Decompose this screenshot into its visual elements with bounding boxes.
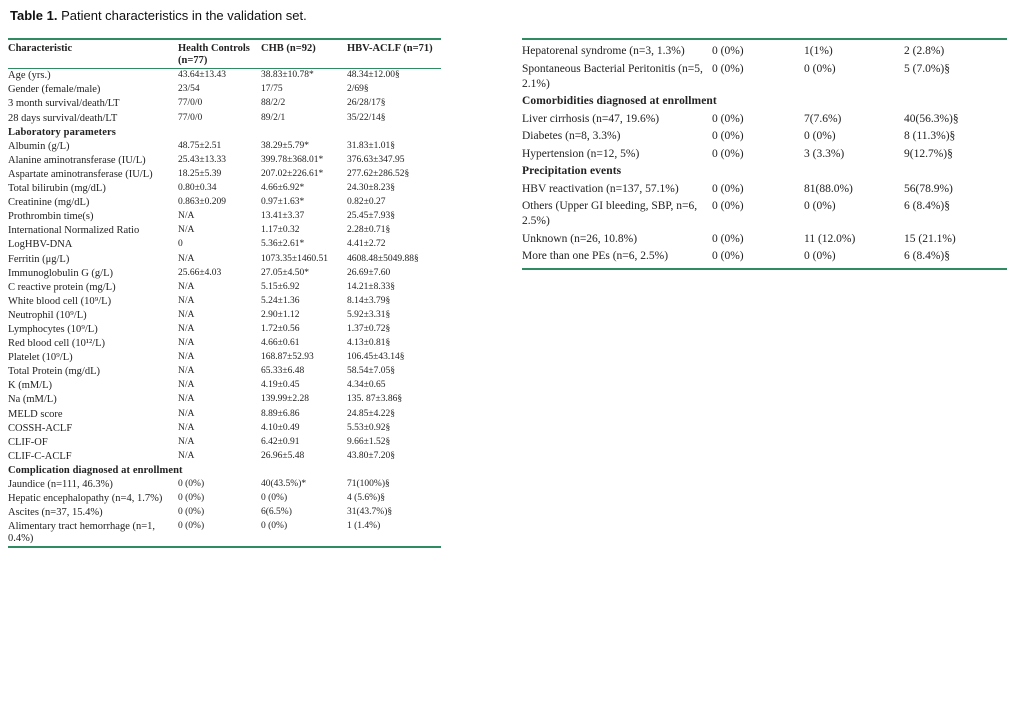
cell-value: 9.66±1.52§	[347, 436, 391, 447]
row-label: Creatinine (mg/dL)	[8, 197, 90, 209]
cell-value: N/A	[178, 211, 195, 222]
cell-value: 77/0/0	[178, 98, 203, 109]
section-title: Complication diagnosed at enrollment	[8, 464, 183, 476]
cell-value: 4 (5.6%)§	[347, 493, 385, 504]
right-table-body	[522, 39, 1007, 269]
table-row	[522, 111, 1007, 129]
cell-value: 8 (11.3%)§	[904, 130, 956, 142]
table-row	[522, 61, 1007, 94]
cell-value: 81(88.0%)	[804, 182, 853, 195]
table-row	[8, 196, 441, 210]
cell-value: 48.34±12.00§	[347, 70, 400, 81]
table-row	[8, 478, 441, 492]
cell-value: 139.99±2.28	[261, 394, 309, 405]
section-title: Precipitation events	[522, 165, 622, 177]
cell-value: 0 (0%)	[804, 62, 836, 75]
row-label: COSSH-ACLF	[8, 422, 73, 434]
table-row	[8, 252, 441, 266]
row-label: LogHBV-DNA	[8, 239, 73, 251]
cell-value: 40(56.3%)§	[904, 112, 959, 125]
cell-value: 0 (0%)	[712, 62, 744, 75]
cell-value: 0 (0%)	[712, 250, 744, 262]
cell-value: 38.29±5.79*	[261, 140, 309, 151]
cell-value: 48.75±2.51	[178, 140, 222, 151]
cell-value: 4.66±0.61	[261, 338, 300, 349]
cell-value: N/A	[178, 338, 195, 349]
row-label: Neutrophil (10⁹/L)	[8, 309, 87, 321]
table-row	[8, 280, 441, 294]
cell-value: 106.45±43.14§	[347, 352, 405, 363]
row-label: Na (mM/L)	[8, 394, 57, 406]
section-header-row	[8, 464, 441, 478]
cell-value: 5.92±3.31§	[347, 309, 391, 320]
cell-value: 0.863±0.209	[178, 197, 226, 208]
cell-value: 17/75	[261, 84, 283, 95]
cell-value: 0 (0%)	[804, 250, 836, 262]
table-row	[8, 520, 441, 547]
row-label: MELD score	[8, 408, 63, 420]
cell-value: 135. 87±3.86§	[347, 394, 403, 405]
table-row	[8, 365, 441, 379]
table-row	[8, 154, 441, 168]
table-row	[8, 97, 441, 111]
cell-value: 1.17±0.32	[261, 225, 300, 236]
cell-value: N/A	[178, 394, 195, 405]
row-label: More than one PEs (n=6, 2.5%)	[522, 250, 669, 262]
cell-value: N/A	[178, 253, 195, 264]
table-row	[8, 210, 441, 224]
cell-value: 399.78±368.01*	[261, 154, 324, 165]
cell-value: 25.43±13.33	[178, 154, 226, 165]
row-label: 28 days survival/death/LT	[8, 112, 118, 124]
cell-value: N/A	[178, 450, 195, 461]
cell-value: 88/2/2	[261, 98, 286, 109]
table-row	[8, 506, 441, 520]
cell-value: 31.83±1.01§	[347, 140, 395, 151]
cell-value: 25.45±7.93§	[347, 211, 395, 222]
cell-value: 4.10±0.49	[261, 422, 300, 433]
table-row	[8, 266, 441, 280]
patient-characteristics-table-left	[8, 38, 441, 548]
cell-value: 23/54	[178, 84, 200, 95]
table-row	[8, 351, 441, 365]
row-label: C reactive protein (mg/L)	[8, 281, 116, 293]
cell-value: N/A	[178, 408, 195, 419]
row-label: Diabetes (n=8, 3.3%)	[522, 130, 621, 142]
cell-value: 0.97±1.63*	[261, 197, 305, 208]
table-row	[522, 248, 1007, 269]
row-label: Lymphocytes (10⁹/L)	[8, 323, 98, 335]
cell-value: N/A	[178, 436, 195, 447]
table-row	[8, 421, 441, 435]
row-label: CLIF-OF	[8, 436, 48, 448]
cell-value: 8.14±3.79§	[347, 295, 391, 306]
row-label: Unknown (n=26, 10.8%)	[522, 232, 638, 245]
table-row	[522, 128, 1007, 146]
table-row	[8, 139, 441, 153]
cell-value: 6 (8.4%)§	[904, 200, 950, 212]
table-caption	[10, 8, 307, 23]
section-header-row	[522, 93, 1007, 111]
table-header-row	[8, 39, 441, 69]
row-label: Ascites (n=37, 15.4%)	[8, 507, 103, 519]
cell-value: 35/22/14§	[347, 112, 386, 123]
cell-value: 18.25±5.39	[178, 168, 222, 179]
row-label: Hypertension (n=12, 5%)	[522, 147, 640, 160]
table-row	[8, 393, 441, 407]
table-row	[8, 435, 441, 449]
section-header-row	[522, 163, 1007, 181]
cell-value: 7(7.6%)	[804, 112, 842, 125]
cell-value: 0.82±0.27	[347, 197, 386, 208]
table-row	[8, 238, 441, 252]
cell-value: 24.30±8.23§	[347, 183, 395, 194]
cell-value: 26.69±7.60	[347, 267, 391, 278]
cell-value: 0 (0%)	[712, 200, 744, 212]
row-label: Hepatic encephalopathy (n=4, 1.7%)	[8, 493, 163, 505]
cell-value: 2/69§	[347, 84, 369, 95]
cell-value: N/A	[178, 225, 195, 236]
cell-value: 1.37±0.72§	[347, 323, 391, 334]
section-title: Laboratory parameters	[8, 126, 116, 138]
cell-value: N/A	[178, 422, 195, 433]
cell-value: 0 (0%)	[178, 507, 205, 518]
cell-value: 14.21±8.33§	[347, 281, 395, 292]
table-caption-text: Patient characteristics in the validation set.	[61, 8, 307, 23]
cell-value: 2 (2.8%)	[904, 45, 945, 57]
cell-value: 25.66±4.03	[178, 267, 222, 278]
cell-value: N/A	[178, 309, 195, 320]
cell-value: 277.62±286.52§	[347, 168, 410, 179]
row-label: Spontaneous Bacterial Peritonitis (n=5, 2.1%)	[522, 62, 703, 90]
row-label: Hepatorenal syndrome (n=3, 1.3%)	[522, 45, 685, 57]
cell-value: 43.64±13.43	[178, 70, 226, 81]
table-row	[522, 198, 1007, 231]
table-row	[8, 168, 441, 182]
cell-value: 24.85±4.22§	[347, 408, 395, 419]
cell-value: 0 (0%)	[261, 521, 288, 532]
table-row	[8, 450, 441, 464]
row-label: Aspartate aminotransferase (IU/L)	[8, 168, 153, 180]
cell-value: 0 (0%)	[712, 147, 744, 160]
cell-value: 43.80±7.20§	[347, 450, 395, 461]
cell-value: 4.13±0.81§	[347, 338, 391, 349]
cell-value: 0 (0%)	[178, 521, 205, 532]
table-row	[522, 146, 1007, 164]
cell-value: 9(12.7%)§	[904, 147, 953, 160]
cell-value: 15 (21.1%)	[904, 232, 956, 245]
cell-value: 31(43.7%)§	[347, 507, 393, 518]
cell-value: 0.80±0.34	[178, 183, 217, 194]
table-row	[522, 231, 1007, 249]
cell-value: 40(43.5%)*	[261, 479, 307, 490]
left-table-body	[8, 69, 441, 547]
table-row	[8, 224, 441, 238]
table-row	[8, 337, 441, 351]
cell-value: 13.41±3.37	[261, 211, 305, 222]
row-label: Ferritin (μg/L)	[8, 253, 70, 265]
cell-value: N/A	[178, 295, 195, 306]
cell-value: 71(100%)§	[347, 479, 390, 490]
cell-value: 8.89±6.86	[261, 408, 300, 419]
cell-value: 0 (0%)	[178, 479, 205, 490]
header-hbv-aclf: HBV-ACLF (n=71)	[347, 43, 433, 54]
header-health-controls: Health Controls (n=77)	[178, 43, 250, 66]
cell-value: 0 (0%)	[712, 112, 744, 125]
cell-value: 1073.35±1460.51	[261, 253, 328, 264]
cell-value: 1(1%)	[804, 45, 833, 57]
row-label: Red blood cell (10¹²/L)	[8, 338, 105, 350]
cell-value: N/A	[178, 352, 195, 363]
cell-value: 65.33±6.48	[261, 366, 305, 377]
row-label: Albumin (g/L)	[8, 140, 70, 152]
cell-value: 376.63±347.95	[347, 154, 405, 165]
cell-value: 2.28±0.71§	[347, 225, 391, 236]
row-label: White blood cell (10⁹/L)	[8, 295, 112, 307]
cell-value: 5.15±6.92	[261, 281, 300, 292]
cell-value: 3 (3.3%)	[804, 147, 845, 160]
table-row	[8, 492, 441, 506]
cell-value: 5.36±2.61*	[261, 239, 305, 250]
row-label: Platelet (10⁹/L)	[8, 352, 73, 364]
cell-value: 27.05±4.50*	[261, 267, 309, 278]
cell-value: N/A	[178, 281, 195, 292]
table-row	[8, 309, 441, 323]
cell-value: 1.72±0.56	[261, 323, 300, 334]
header-chb: CHB (n=92)	[261, 43, 316, 54]
table-row	[8, 182, 441, 196]
row-label: HBV reactivation (n=137, 57.1%)	[522, 182, 679, 195]
row-label: Alimentary tract hemorrhage (n=1, 0.4%)	[8, 521, 156, 544]
row-label: Jaundice (n=111, 46.3%)	[8, 479, 113, 491]
patient-characteristics-table-right	[522, 38, 1007, 270]
cell-value: 5.24±1.36	[261, 295, 300, 306]
cell-value: 4.66±6.92*	[261, 183, 305, 194]
cell-value: 11 (12.0%)	[804, 232, 856, 245]
row-label: Total bilirubin (mg/dL)	[8, 183, 106, 195]
row-label: Immunoglobulin G (g/L)	[8, 267, 113, 279]
cell-value: 0 (0%)	[804, 200, 836, 212]
row-label: Prothrombin time(s)	[8, 211, 94, 223]
cell-value: 0 (0%)	[261, 493, 288, 504]
cell-value: 6.42±0.91	[261, 436, 300, 447]
table-row	[522, 181, 1007, 199]
cell-value: 0 (0%)	[804, 130, 836, 142]
cell-value: 4608.48±5049.88§	[347, 253, 419, 264]
table-row	[8, 323, 441, 337]
row-label: Liver cirrhosis (n=47, 19.6%)	[522, 112, 660, 125]
cell-value: 2.90±1.12	[261, 309, 300, 320]
table-row	[8, 407, 441, 421]
table-row	[522, 39, 1007, 61]
cell-value: 6 (8.4%)§	[904, 250, 950, 262]
table-row	[8, 83, 441, 97]
cell-value: 4.34±0.65	[347, 380, 386, 391]
cell-value: 26.96±5.48	[261, 450, 305, 461]
table-row	[8, 379, 441, 393]
cell-value: 0 (0%)	[712, 232, 744, 245]
cell-value: N/A	[178, 366, 195, 377]
cell-value: 0 (0%)	[712, 130, 744, 142]
row-label: Gender (female/male)	[8, 84, 101, 96]
row-label: Others (Upper GI bleeding, SBP, n=6, 2.5%)	[522, 200, 698, 227]
cell-value: 56(78.9%)	[904, 182, 953, 195]
cell-value: N/A	[178, 380, 195, 391]
section-title: Comorbidities diagnosed at enrollment	[522, 95, 717, 107]
cell-value: 168.87±52.93	[261, 352, 314, 363]
cell-value: 26/28/17§	[347, 98, 386, 109]
cell-value: 58.54±7.05§	[347, 366, 395, 377]
cell-value: 0	[178, 239, 183, 250]
row-label: Age (yrs.)	[8, 70, 51, 82]
table-caption-label: Table 1.	[10, 8, 58, 23]
cell-value: 1 (1.4%)	[347, 521, 381, 532]
cell-value: 4.41±2.72	[347, 239, 386, 250]
cell-value: 89/2/1	[261, 112, 286, 123]
row-label: 3 month survival/death/LT	[8, 98, 120, 110]
cell-value: 5.53±0.92§	[347, 422, 391, 433]
table-row	[8, 295, 441, 309]
cell-value: 207.02±226.61*	[261, 168, 324, 179]
cell-value: 0 (0%)	[712, 45, 744, 57]
table-row	[8, 111, 441, 125]
cell-value: 0 (0%)	[178, 493, 205, 504]
cell-value: 38.83±10.78*	[261, 70, 314, 81]
cell-value: 77/0/0	[178, 112, 203, 123]
cell-value: N/A	[178, 323, 195, 334]
row-label: Alanine aminotransferase (IU/L)	[8, 154, 146, 166]
cell-value: 6(6.5%)	[261, 507, 292, 518]
cell-value: 5 (7.0%)§	[904, 62, 950, 75]
section-header-row	[8, 125, 441, 139]
header-characteristic: Characteristic	[8, 43, 73, 54]
row-label: Total Protein (mg/dL)	[8, 366, 100, 378]
row-label: International Normalized Ratio	[8, 225, 140, 237]
row-label: CLIF-C-ACLF	[8, 450, 72, 462]
cell-value: 0 (0%)	[712, 182, 744, 195]
row-label: K (mM/L)	[8, 380, 53, 392]
cell-value: 4.19±0.45	[261, 380, 300, 391]
table-row	[8, 69, 441, 84]
